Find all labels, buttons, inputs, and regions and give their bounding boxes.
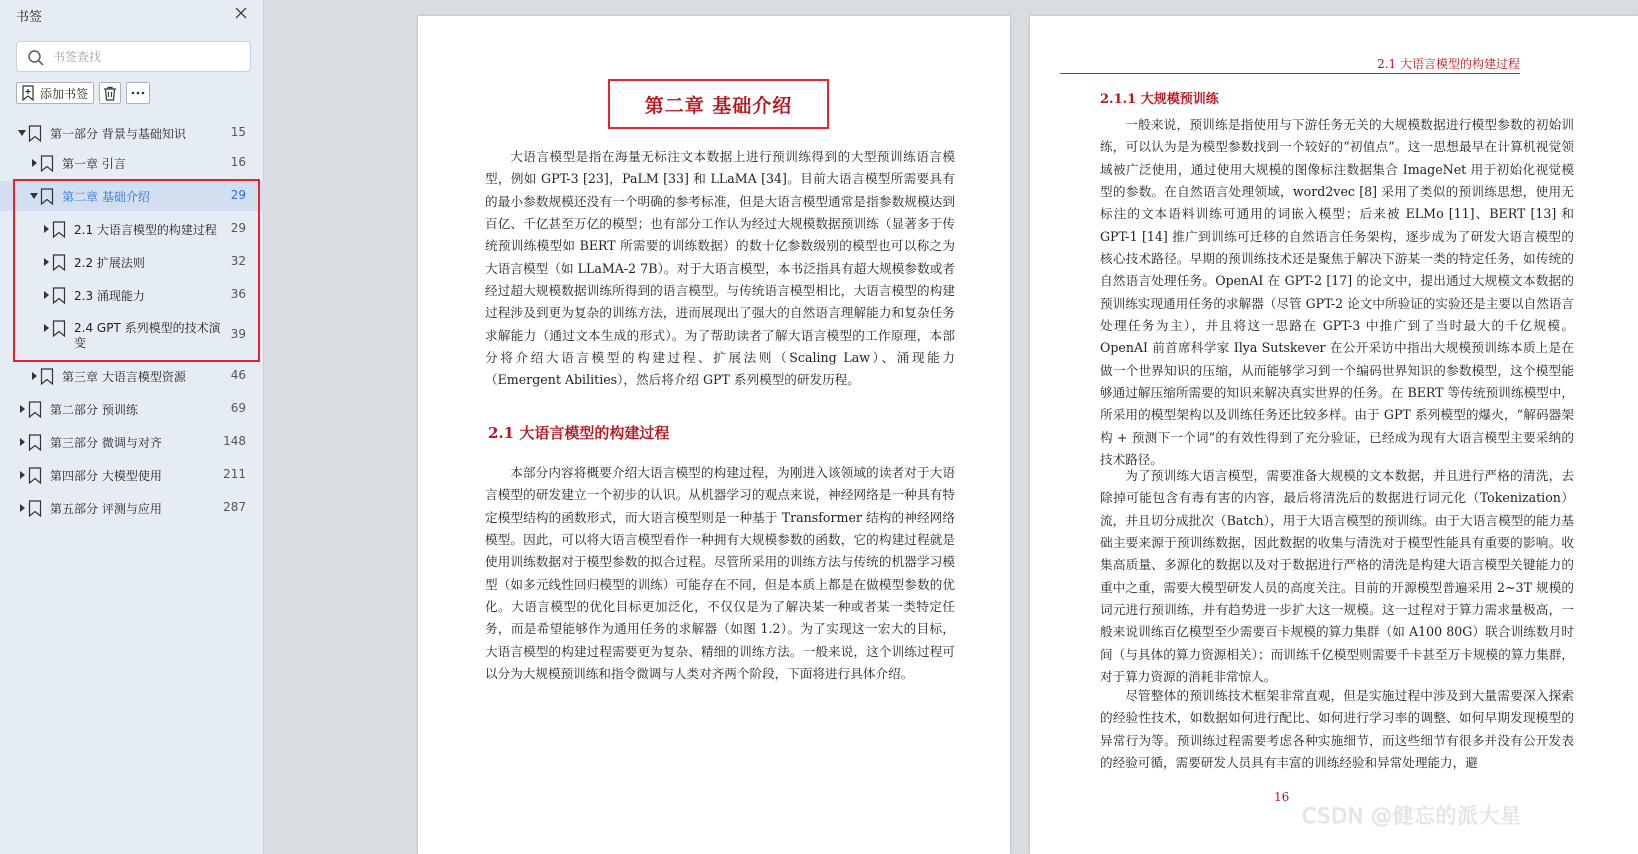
- bookmark-label: 第三章 大语言模型资源: [62, 370, 186, 384]
- bookmark-search-input[interactable]: [53, 47, 243, 67]
- document-page-left: [418, 16, 1010, 854]
- delete-bookmark-button[interactable]: [99, 82, 121, 104]
- bookmark-panel-header: [0, 0, 264, 28]
- body-paragraph: 一般来说，预训练是指使用与下游任务无关的大规模数据进行模型参数的初始训练，可以认为是为模型参数找到一个较好的“初值点”。这一思想最早在计算机视觉领域被广泛使用，通过使用大规模的图像标注数据集合 ImageNet 用于初始化视觉模型的参数。在自然语言处理领域，word2vec [8] 采用了类似的预训练思想，使用无标注的文本语料训练可通用的词嵌入模型；后来被 ELMo [11]、BERT [13] 和 GPT-1 [14] 推广到训练可迁移的自然语言任务架构，逐步成为了研发大语言模型的核心技术路径。早期的预训练技术还是聚焦于解决下游某一类的特定任务，如传统的自然语言处理任务。OpenAI 在 GPT-2 [17] 的论文中，提出通过大规模文本数据的预训练实现通用任务的求解器（尽管 GPT-2 论文中所验证的实验还是主要以自然语言处理任务为主），并且将这一思路在 GPT-3 中推广到了当时最大的千亿规模。OpenAI 前首席科学家 Ilya Sutskever 在公开采访中指出大规模预训练本质上是在做一个世界知识的压缩，从而能够学习到一个编码世界知识的参数模型，这个模型能够通过解压缩所需要的知识来解决真实世界的任务。在 BERT 等传统预训练模型中，所采用的模型架构以及训练任务还比较多样。由于 GPT 系列模型的爆火，“解码器架构 + 预测下一个词”的有效性得到了充分验证，已经成为现有大语言模型主要采纳的技术路径。: [1100, 117, 1574, 468]
- more-options-button[interactable]: [126, 82, 150, 104]
- expand-arrow-icon[interactable]: [30, 158, 38, 168]
- expand-arrow-icon[interactable]: [18, 437, 26, 447]
- bookmark-icon: [28, 125, 42, 142]
- bookmark-icon: [28, 467, 42, 484]
- bookmark-search[interactable]: [16, 41, 251, 72]
- search-icon: [27, 49, 45, 67]
- bookmark-label: 2.1 大语言模型的构建过程: [74, 223, 217, 237]
- collapse-arrow-icon[interactable]: [18, 128, 26, 138]
- close-icon[interactable]: [230, 2, 252, 24]
- bookmark-label: 2.2 扩展法则: [74, 256, 145, 270]
- running-header-text: 2.1 大语言模型的构建过程: [1377, 57, 1520, 71]
- body-paragraph: 尽管整体的预训练技术框架非常直观，但是实施过程中涉及到大量需要深入探索的经验性技术，如数据如何进行配比、如何进行学习率的调整、如何早期发现模型的异常行为等。预训练过程需要考虑各种实施细节，而这些细节有很多并没有公开发表的经验可循，需要研发人员具有丰富的训练经验和异常处理能力，避: [1100, 688, 1574, 771]
- bookmark-label: 第一部分 背景与基础知识: [50, 127, 186, 141]
- body-paragraph: 为了预训练大语言模型，需要准备大规模的文本数据，并且进行严格的清洗，去除掉可能包含有毒有害的内容，最后将清洗后的数据进行词元化（Tokenization）流，并且切分成批次（Batch），用于大语言模型的预训练。由于大语言模型的能力基础主要来源于预训练数据，因此数据的收集与清洗对于模型性能具有重要的影响。收集高质量、多源化的数据以及对于数据进行严格的清洗是构建大语言模型关键能力的重中之重，需要大模型研发人员的高度关注。目前的开源模型普遍采用 2~3T 规模的词元进行预训练，并有趋势进一步扩大这一规模。这一过程对于算力需求量极高，一般来说训练百亿模型至少需要百卡规模的算力集群（如 A100 80G）联合训练数月时间（与具体的算力资源相关）；而训练千亿模型则需要千卡甚至万卡规模的算力集群，对于算力资源的消耗非常惊人。: [1100, 468, 1574, 685]
- bookmark-item[interactable]: [0, 460, 264, 490]
- section-heading: 2.1 大语言模型的构建过程: [488, 424, 670, 442]
- expand-arrow-icon[interactable]: [18, 404, 26, 414]
- chapter-title: 第二章 基础介绍: [644, 94, 793, 117]
- bookmark-panel-title: 书签: [16, 10, 43, 25]
- bookmark-item[interactable]: [0, 394, 264, 424]
- bookmark-label: 2.3 涌现能力: [74, 289, 145, 303]
- bookmark-panel: [0, 0, 264, 854]
- chapter-title-highlight: [608, 79, 829, 129]
- bookmark-icon: [40, 368, 54, 385]
- bookmark-label: 第三部分 微调与对齐: [50, 436, 162, 450]
- bookmark-label: 第二部分 预训练: [50, 403, 138, 417]
- bookmark-label: 第一章 引言: [62, 157, 126, 171]
- bookmark-page-number: 46: [230, 368, 246, 382]
- bookmark-item[interactable]: [0, 361, 264, 391]
- bookmark-item[interactable]: [0, 493, 264, 523]
- bookmark-page-number: 36: [230, 287, 246, 301]
- bookmark-page-number: 32: [230, 254, 246, 268]
- bookmark-page-number: 29: [230, 188, 246, 202]
- bookmark-item[interactable]: [0, 118, 264, 148]
- bookmark-page-number: 15: [230, 125, 246, 139]
- bookmark-page-number: 29: [230, 221, 246, 235]
- bookmark-label: 第五部分 评测与应用: [50, 502, 162, 516]
- bookmark-label-continued: 变: [74, 336, 87, 350]
- bookmark-page-number: 16: [230, 155, 246, 169]
- add-bookmark-label: 添加书签: [40, 86, 89, 101]
- trash-icon: [103, 86, 117, 101]
- bookmark-item[interactable]: [0, 427, 264, 457]
- bookmark-icon: [28, 434, 42, 451]
- subsection-heading: 2.1.1 大规模预训练: [1100, 92, 1219, 107]
- bookmark-item[interactable]: [0, 148, 264, 178]
- bookmark-label: 2.4 GPT 系列模型的技术演: [74, 321, 221, 335]
- bookmark-page-number: 148: [223, 434, 246, 448]
- watermark: CSDN @健忘的派大星: [1302, 804, 1522, 828]
- expand-arrow-icon[interactable]: [18, 503, 26, 513]
- intro-paragraph: 大语言模型是指在海量无标注文本数据上进行预训练得到的大型预训练语言模型，例如 GPT-3 [23]，PaLM [33] 和 LLaMA [34]。目前大语言模型所需要具有的最小参数规模还没有一个明确的参考标准，但是大语言模型通常是指参数规模达到百亿、千亿甚至万亿的模型；也有部分工作认为经过大规模数据预训练（显著多于传统预训练模型如 BERT 所需要的训练数据）的数十亿参数级别的模型也可以称之为大语言模型（如 LLaMA-2 7B）。对于大语言模型，本书泛指具有超大规模参数或者经过超大规模数据训练所得到的语言模型。与传统语言模型相比，大语言模型的构建过程涉及到更为复杂的训练方法，进而展现出了强大的自然语言理解能力和复杂任务求解能力（通过文本生成的形式）。为了帮助读者了解大语言模型的工作原理，本部分将介绍大语言模型的构建过程、扩展法则（Scaling Law）、涌现能力（Emergent Abilities），然后将介绍 GPT 系列模型的研发历程。: [485, 149, 955, 388]
- bookmark-icon: [28, 500, 42, 517]
- expand-arrow-icon[interactable]: [18, 470, 26, 480]
- more-icon: [131, 91, 145, 95]
- bookmark-label: 第四部分 大模型使用: [50, 469, 162, 483]
- bookmark-page-number: 287: [223, 500, 246, 514]
- document-page-right: [1030, 16, 1638, 854]
- bookmark-icon: [40, 155, 54, 172]
- add-bookmark-button[interactable]: [16, 82, 94, 104]
- bookmark-page-number: 211: [223, 467, 246, 481]
- add-bookmark-icon: [21, 85, 35, 101]
- expand-arrow-icon[interactable]: [30, 371, 38, 381]
- bookmark-icon: [28, 401, 42, 418]
- bookmark-page-number: 39: [230, 327, 246, 341]
- page-number: 16: [1274, 790, 1290, 804]
- running-header: [1060, 52, 1520, 74]
- bookmark-label: 第二章 基础介绍: [62, 190, 150, 204]
- highlight-annotation-box: [13, 179, 260, 362]
- bookmark-page-number: 69: [230, 401, 246, 415]
- section-paragraph: 本部分内容将概要介绍大语言模型的构建过程，为刚进入该领域的读者对于大语言模型的研发建立一个初步的认识。从机器学习的观点来说，神经网络是一种具有特定模型结构的函数形式，而大语言模型则是一种基于 Transformer 结构的神经网络模型。因此，可以将大语言模型看作一种拥有大规模参数的函数，它的构建过程就是使用训练数据对于模型参数的拟合过程。尽管所采用的训练方法与传统的机器学习模型（如多元线性回归模型的训练）可能存在不同，但是本质上都是在做模型参数的优化。大语言模型的优化目标更加泛化，不仅仅是为了解决某一种或者某一类特定任务，而是希望能够作为通用任务的求解器（如图 1.2）。为了实现这一宏大的目标，大语言模型的构建过程需要更为复杂、精细的训练方法。一般来说，这个训练过程可以分为大规模预训练和指令微调与人类对齐两个阶段，下面将进行具体介绍。: [485, 465, 955, 682]
